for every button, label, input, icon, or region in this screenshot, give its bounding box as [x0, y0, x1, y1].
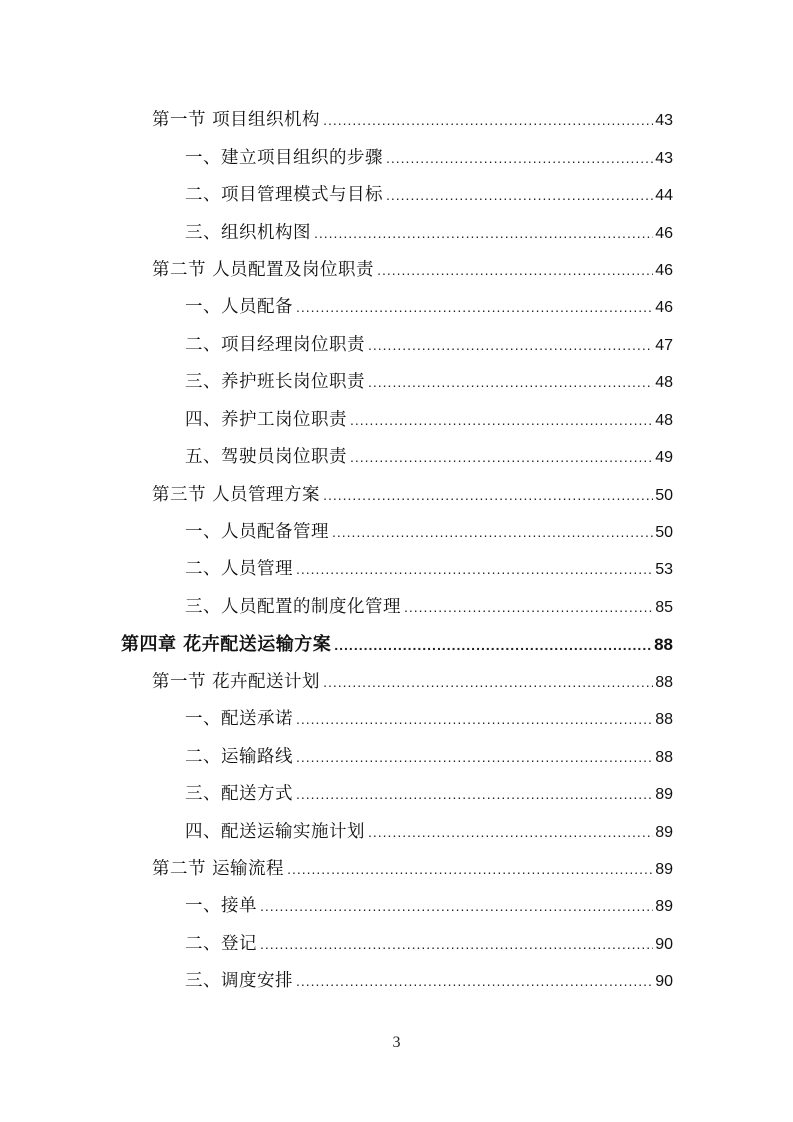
toc-entry-title: 二、项目管理模式与目标 [185, 185, 383, 206]
dot-leader [368, 374, 653, 390]
toc-entry-page: 43 [655, 149, 673, 167]
dot-leader [296, 786, 653, 802]
toc-entry-title: 一、人员配备管理 [185, 522, 329, 543]
toc-entry-page: 90 [655, 935, 673, 953]
toc-entry-title: 一、人员配备 [185, 297, 293, 318]
toc-entry-title: 一、接单 [185, 896, 257, 917]
toc-entry [0, 512, 793, 549]
toc-entry [0, 811, 793, 848]
toc-entry-title: 三、人员配置的制度化管理 [185, 596, 401, 617]
toc-entry-title: 第一节 项目组织机构 [152, 110, 321, 131]
dot-leader [296, 711, 653, 727]
dot-leader [332, 524, 653, 540]
toc-entry-page: 89 [655, 860, 673, 878]
toc-entry [0, 437, 793, 474]
toc-entry-page: 48 [655, 374, 673, 392]
dot-leader [377, 262, 653, 278]
toc-entry-page: 88 [654, 634, 673, 654]
dot-leader [334, 637, 652, 653]
toc-entry-title: 三、调度安排 [185, 971, 293, 992]
toc-entry-title: 二、人员管理 [185, 559, 293, 580]
toc-entry [0, 886, 793, 923]
toc-entry-page: 49 [655, 449, 673, 467]
toc-entry-title: 第二节 人员配置及岗位职责 [152, 259, 375, 280]
dot-leader [260, 936, 653, 952]
toc-entry [0, 849, 793, 886]
toc-entry [0, 212, 793, 249]
toc-entry [0, 662, 793, 699]
toc-entry-chapter [0, 624, 793, 661]
toc-entry-title: 第三节 人员管理方案 [152, 484, 321, 505]
toc-entry [0, 699, 793, 736]
dot-leader [296, 973, 653, 989]
toc-entry [0, 924, 793, 961]
toc-entry [0, 549, 793, 586]
toc-entry-page: 47 [655, 336, 673, 354]
toc-entry-page: 88 [655, 673, 673, 691]
toc-entry [0, 175, 793, 212]
toc-entry [0, 287, 793, 324]
toc-entry-page: 46 [655, 299, 673, 317]
dot-leader [386, 187, 653, 203]
toc-entry-title: 第四章 花卉配送运输方案 [121, 633, 332, 655]
dot-leader [314, 225, 653, 241]
dot-leader [323, 674, 653, 690]
toc-entry-title: 一、建立项目组织的步骤 [185, 147, 383, 168]
toc-entry-title: 第二节 运输流程 [152, 858, 285, 879]
toc-entry [0, 137, 793, 174]
toc-entry-title: 五、驾驶员岗位职责 [185, 447, 347, 468]
toc-entry [0, 961, 793, 998]
toc-entry-page: 46 [655, 261, 673, 279]
dot-leader [296, 299, 653, 315]
toc-entry-page: 90 [655, 973, 673, 991]
toc-entry-title: 二、运输路线 [185, 746, 293, 767]
table-of-contents [0, 100, 793, 999]
toc-entry [0, 400, 793, 437]
toc-entry-title: 一、配送承诺 [185, 709, 293, 730]
toc-entry [0, 474, 793, 511]
dot-leader [323, 112, 653, 128]
toc-entry-page: 88 [655, 748, 673, 766]
toc-entry-page: 48 [655, 411, 673, 429]
toc-entry [0, 250, 793, 287]
toc-entry-page: 53 [655, 561, 673, 579]
toc-entry-page: 50 [655, 486, 673, 504]
toc-entry-title: 二、登记 [185, 933, 257, 954]
toc-entry-page: 46 [655, 224, 673, 242]
toc-entry-title: 三、配送方式 [185, 784, 293, 805]
toc-entry-title: 三、养护班长岗位职责 [185, 372, 365, 393]
toc-entry-title: 三、组织机构图 [185, 222, 311, 243]
toc-entry-title: 四、配送运输实施计划 [185, 821, 365, 842]
toc-entry [0, 362, 793, 399]
toc-entry [0, 736, 793, 773]
dot-leader [368, 824, 653, 840]
toc-entry-page: 88 [655, 711, 673, 729]
page-number: 3 [392, 1034, 401, 1051]
dot-leader [386, 150, 653, 166]
dot-leader [296, 561, 653, 577]
toc-entry-page: 89 [655, 823, 673, 841]
toc-entry [0, 774, 793, 811]
toc-entry [0, 100, 793, 137]
dot-leader [350, 449, 653, 465]
dot-leader [287, 861, 653, 877]
toc-entry-page: 50 [655, 524, 673, 542]
toc-entry-page: 85 [655, 598, 673, 616]
toc-entry-page: 89 [655, 786, 673, 804]
dot-leader [404, 599, 653, 615]
toc-entry-title: 四、养护工岗位职责 [185, 409, 347, 430]
dot-leader [323, 487, 653, 503]
toc-entry [0, 587, 793, 624]
dot-leader [260, 898, 653, 914]
toc-entry-page: 44 [655, 187, 673, 205]
toc-entry-page: 43 [655, 112, 673, 130]
toc-entry-title: 二、项目经理岗位职责 [185, 334, 365, 355]
toc-entry [0, 325, 793, 362]
toc-entry-title: 第一节 花卉配送计划 [152, 671, 321, 692]
dot-leader [350, 412, 653, 428]
dot-leader [296, 749, 653, 765]
dot-leader [368, 337, 653, 353]
toc-entry-page: 89 [655, 898, 673, 916]
